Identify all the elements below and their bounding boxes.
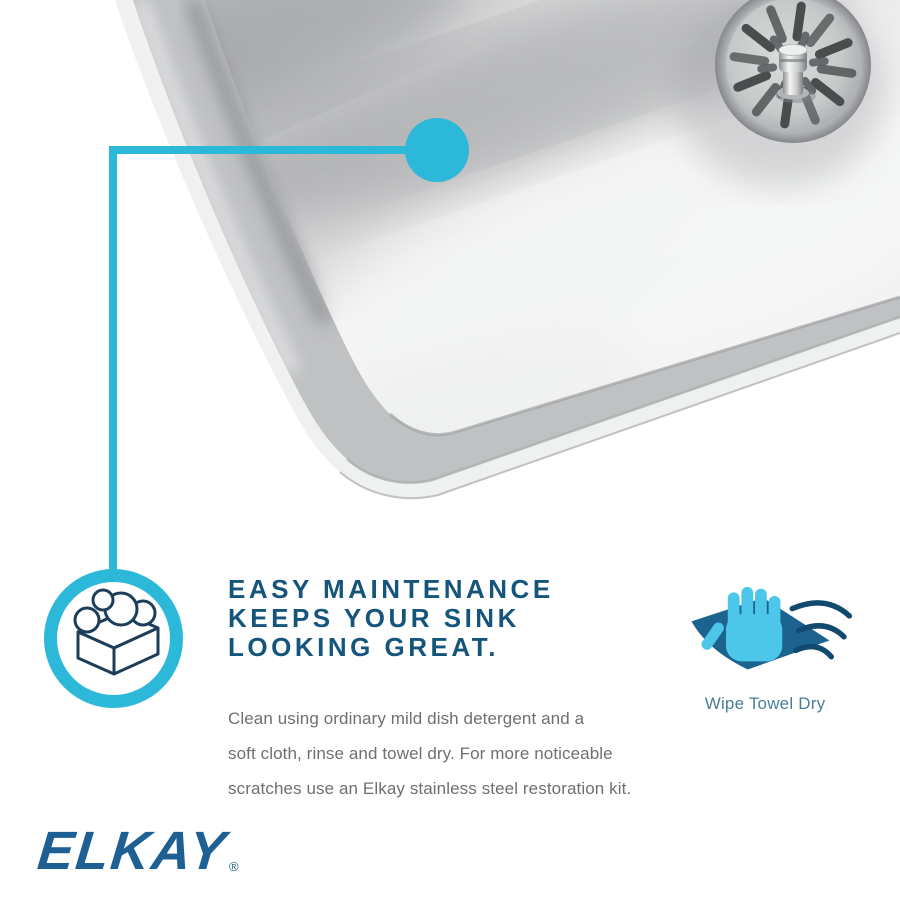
- hand-wiping-with-towel-icon: [660, 576, 870, 694]
- heading-line-3: LOOKING GREAT.: [228, 632, 499, 662]
- body-line-3: scratches use an Elkay stainless steel restoration kit.: [228, 779, 632, 798]
- motion-swoosh-lines: [792, 603, 849, 657]
- body-line-2: soft cloth, rinse and towel dry. For more noticeable: [228, 744, 613, 763]
- elkay-logo: [34, 821, 239, 881]
- registered-trademark-symbol: ®: [229, 859, 239, 874]
- towel-dry-label: Wipe Towel Dry: [704, 694, 826, 713]
- heading-line-1: EASY MAINTENANCE: [228, 574, 554, 604]
- maintenance-heading: [228, 575, 554, 662]
- heading-line-2: KEEPS YOUR SINK: [228, 603, 520, 633]
- callout-vertical-line: [109, 146, 117, 575]
- soap-bar-with-bubbles-icon: [44, 569, 183, 708]
- body-line-1: Clean using ordinary mild dish detergent and a: [228, 709, 585, 728]
- callout-dot: [405, 118, 469, 182]
- elkay-logo-text: ELKAY: [34, 821, 231, 881]
- callout-horizontal-line: [109, 146, 439, 154]
- maintenance-body-text: [228, 701, 631, 806]
